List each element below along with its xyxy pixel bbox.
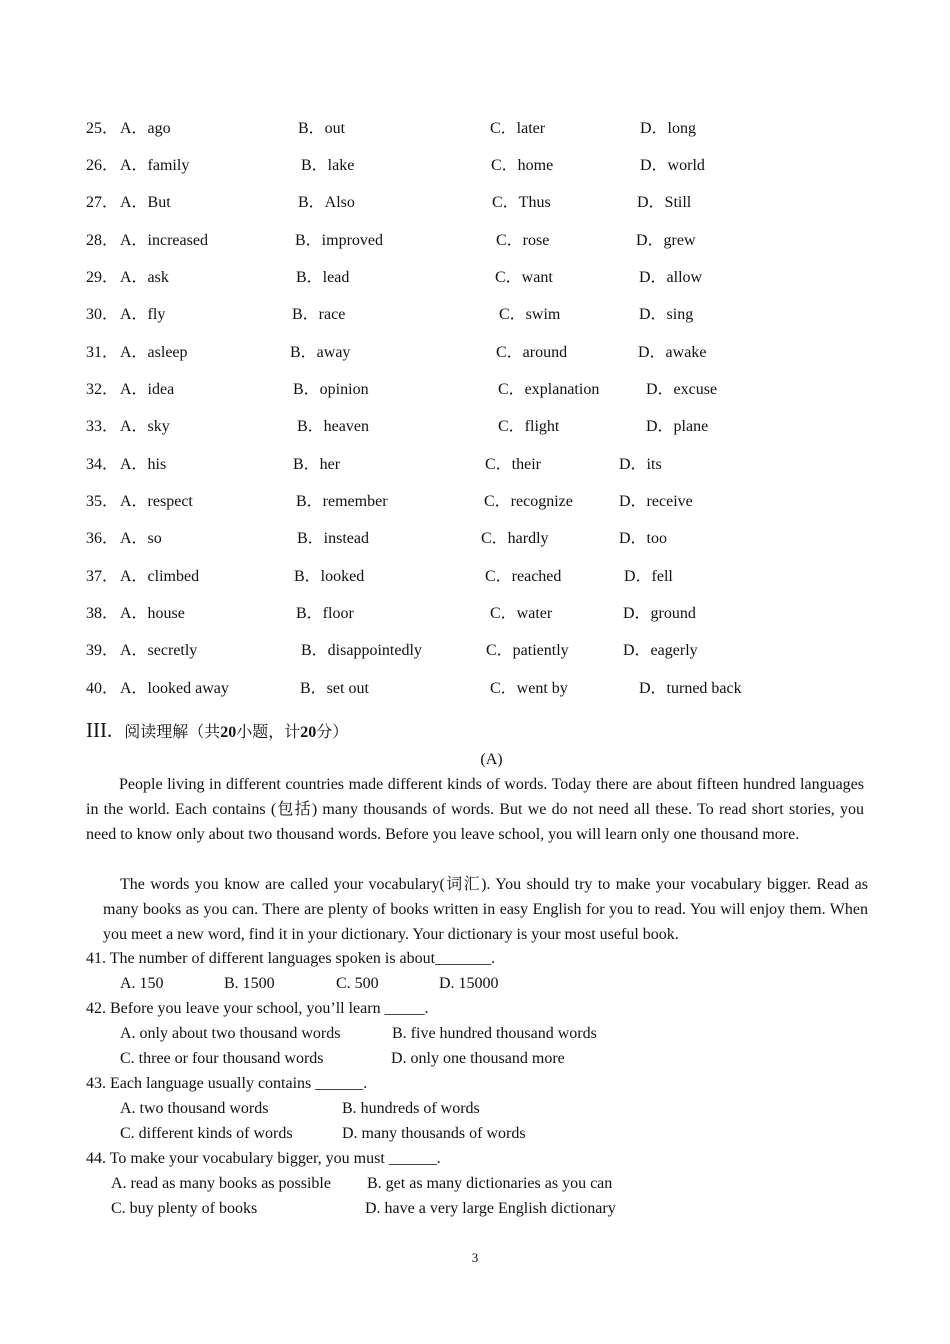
option-a: A．sky [120, 418, 170, 435]
option-c: C．explanation [498, 381, 600, 398]
option-c: C. three or four thousand words [120, 1050, 324, 1067]
option-d: D．world [640, 157, 705, 174]
question-number: 38． [86, 605, 119, 622]
question-number: 32． [86, 381, 119, 398]
option-b: B．improved [295, 232, 383, 249]
option-a: A．fly [120, 306, 166, 323]
option-b: B．opinion [293, 381, 369, 398]
option-d: D. many thousands of words [342, 1125, 526, 1142]
option-b: B．race [292, 306, 346, 323]
question-stem: 42. Before you leave your school, you’ll learn _____. [86, 1000, 429, 1017]
option-b: B．instead [297, 530, 369, 547]
option-b: B．disappointedly [301, 642, 422, 659]
question-number: 33． [86, 418, 119, 435]
option-b: B．looked [294, 568, 365, 585]
option-d: D．receive [619, 493, 693, 510]
option-a: A．respect [120, 493, 193, 510]
option-b: B．away [290, 344, 351, 361]
section-question-count: 20 [220, 724, 237, 741]
option-d: D．allow [639, 269, 703, 286]
option-d: D．fell [624, 568, 673, 585]
option-b: B．lake [301, 157, 355, 174]
option-c: C．their [485, 456, 541, 473]
option-a: A. read as many books as possible [111, 1175, 331, 1192]
option-b: B. 1500 [224, 975, 275, 992]
question-number: 31． [86, 344, 119, 361]
passage-paragraph-1: People living in different countries made different kinds of words. Today there are about fifteen hundred languages in the world. Each contains (包括) many thousands of words. But we do not need all these. To read short stories, you need to know only about two thousand words. Before you leave school, you will learn only one thousand more. [86, 776, 864, 843]
option-a: A. two thousand words [120, 1100, 269, 1117]
question-number: 30． [86, 306, 119, 323]
option-d: D．Still [637, 194, 692, 211]
section-title-pre: 阅读理解（共 [124, 724, 221, 741]
option-a: A．But [120, 194, 171, 211]
option-d: D．sing [639, 306, 694, 323]
option-c: C．went by [490, 680, 568, 697]
question-number: 29． [86, 269, 119, 286]
section-heading [86, 718, 348, 743]
option-c: C. different kinds of words [120, 1125, 293, 1142]
question-number: 37． [86, 568, 119, 585]
option-d: D．long [640, 120, 697, 137]
option-b: B．her [293, 456, 341, 473]
option-d: D．eagerly [623, 642, 698, 659]
question-number: 34． [86, 456, 119, 473]
question-stem: 44. To make your vocabulary bigger, you must ______. [86, 1150, 441, 1167]
option-c: C．patiently [486, 642, 569, 659]
option-b: B．heaven [297, 418, 369, 435]
option-c: C．water [490, 605, 553, 622]
option-a: A．his [120, 456, 167, 473]
option-d: D．ground [623, 605, 696, 622]
option-a: A．house [120, 605, 185, 622]
option-a: A．ago [120, 120, 171, 137]
option-a: A．climbed [120, 568, 200, 585]
option-a: A．looked away [120, 680, 229, 697]
question-stem: 43. Each language usually contains ______. [86, 1075, 368, 1092]
option-d: D. 15000 [439, 975, 499, 992]
option-b: B．lead [296, 269, 350, 286]
option-d: D．plane [646, 418, 709, 435]
question-number: 27． [86, 194, 119, 211]
question-number: 36． [86, 530, 119, 547]
section-roman-numeral: III. [86, 718, 113, 742]
page-number: 3 [471, 1250, 479, 1265]
section-title [124, 724, 348, 741]
option-c: C．home [491, 157, 554, 174]
option-c: C. 500 [336, 975, 379, 992]
question-number: 26． [86, 157, 119, 174]
option-d: D．excuse [646, 381, 718, 398]
question-number: 25． [86, 120, 119, 137]
option-b: B．out [298, 120, 346, 137]
option-a: A．so [120, 530, 162, 547]
option-b: B. get as many dictionaries as you can [367, 1175, 613, 1192]
option-c: C．swim [499, 306, 561, 323]
option-a: A. 150 [120, 975, 164, 992]
section-title-post: 分） [316, 724, 349, 741]
option-c: C．hardly [481, 530, 549, 547]
option-a: A．secretly [120, 642, 198, 659]
question-number: 40． [86, 680, 119, 697]
option-b: B．remember [296, 493, 388, 510]
option-d: D. have a very large English dictionary [365, 1200, 616, 1217]
option-b: B．floor [296, 605, 354, 622]
option-c: C．rose [496, 232, 550, 249]
option-a: A. only about two thousand words [120, 1025, 341, 1042]
option-a: A．asleep [120, 344, 188, 361]
option-c: C．reached [485, 568, 562, 585]
option-b: B. hundreds of words [342, 1100, 480, 1117]
option-b: B. five hundred thousand words [392, 1025, 597, 1042]
option-c: C．recognize [484, 493, 573, 510]
option-a: A．idea [120, 381, 175, 398]
option-d: D．grew [636, 232, 696, 249]
passage-paragraph-2: The words you know are called your vocabulary(词汇). You should try to make your vocabulary bigger. Read as many books as you can. There are plenty of books written in easy English for you to read. You will enjoy them. When you meet a new word, find it in your dictionary. Your dictionary is your most useful book. [103, 876, 868, 943]
option-d: D．its [619, 456, 662, 473]
question-stem: 41. The number of different languages spoken is about_______. [86, 950, 496, 967]
question-number: 35． [86, 493, 119, 510]
option-d: D. only one thousand more [391, 1050, 565, 1067]
option-b: B．Also [298, 194, 355, 211]
option-a: A．increased [120, 232, 208, 249]
question-number: 39． [86, 642, 119, 659]
option-c: C．around [496, 344, 568, 361]
passage-label: (A) [480, 751, 503, 768]
option-c: C. buy plenty of books [111, 1200, 258, 1217]
option-d: D．awake [638, 344, 707, 361]
question-number: 28． [86, 232, 119, 249]
option-c: C．Thus [492, 194, 551, 211]
option-c: C．want [495, 269, 553, 286]
option-a: A．family [120, 157, 190, 174]
section-title-mid: 小题，计 [236, 724, 301, 741]
option-a: A．ask [120, 269, 169, 286]
option-d: D．too [619, 530, 668, 547]
option-b: B．set out [300, 680, 369, 697]
option-c: C．later [490, 120, 546, 137]
option-c: C．flight [498, 418, 560, 435]
section-score: 20 [300, 724, 317, 741]
option-d: D．turned back [639, 680, 742, 697]
